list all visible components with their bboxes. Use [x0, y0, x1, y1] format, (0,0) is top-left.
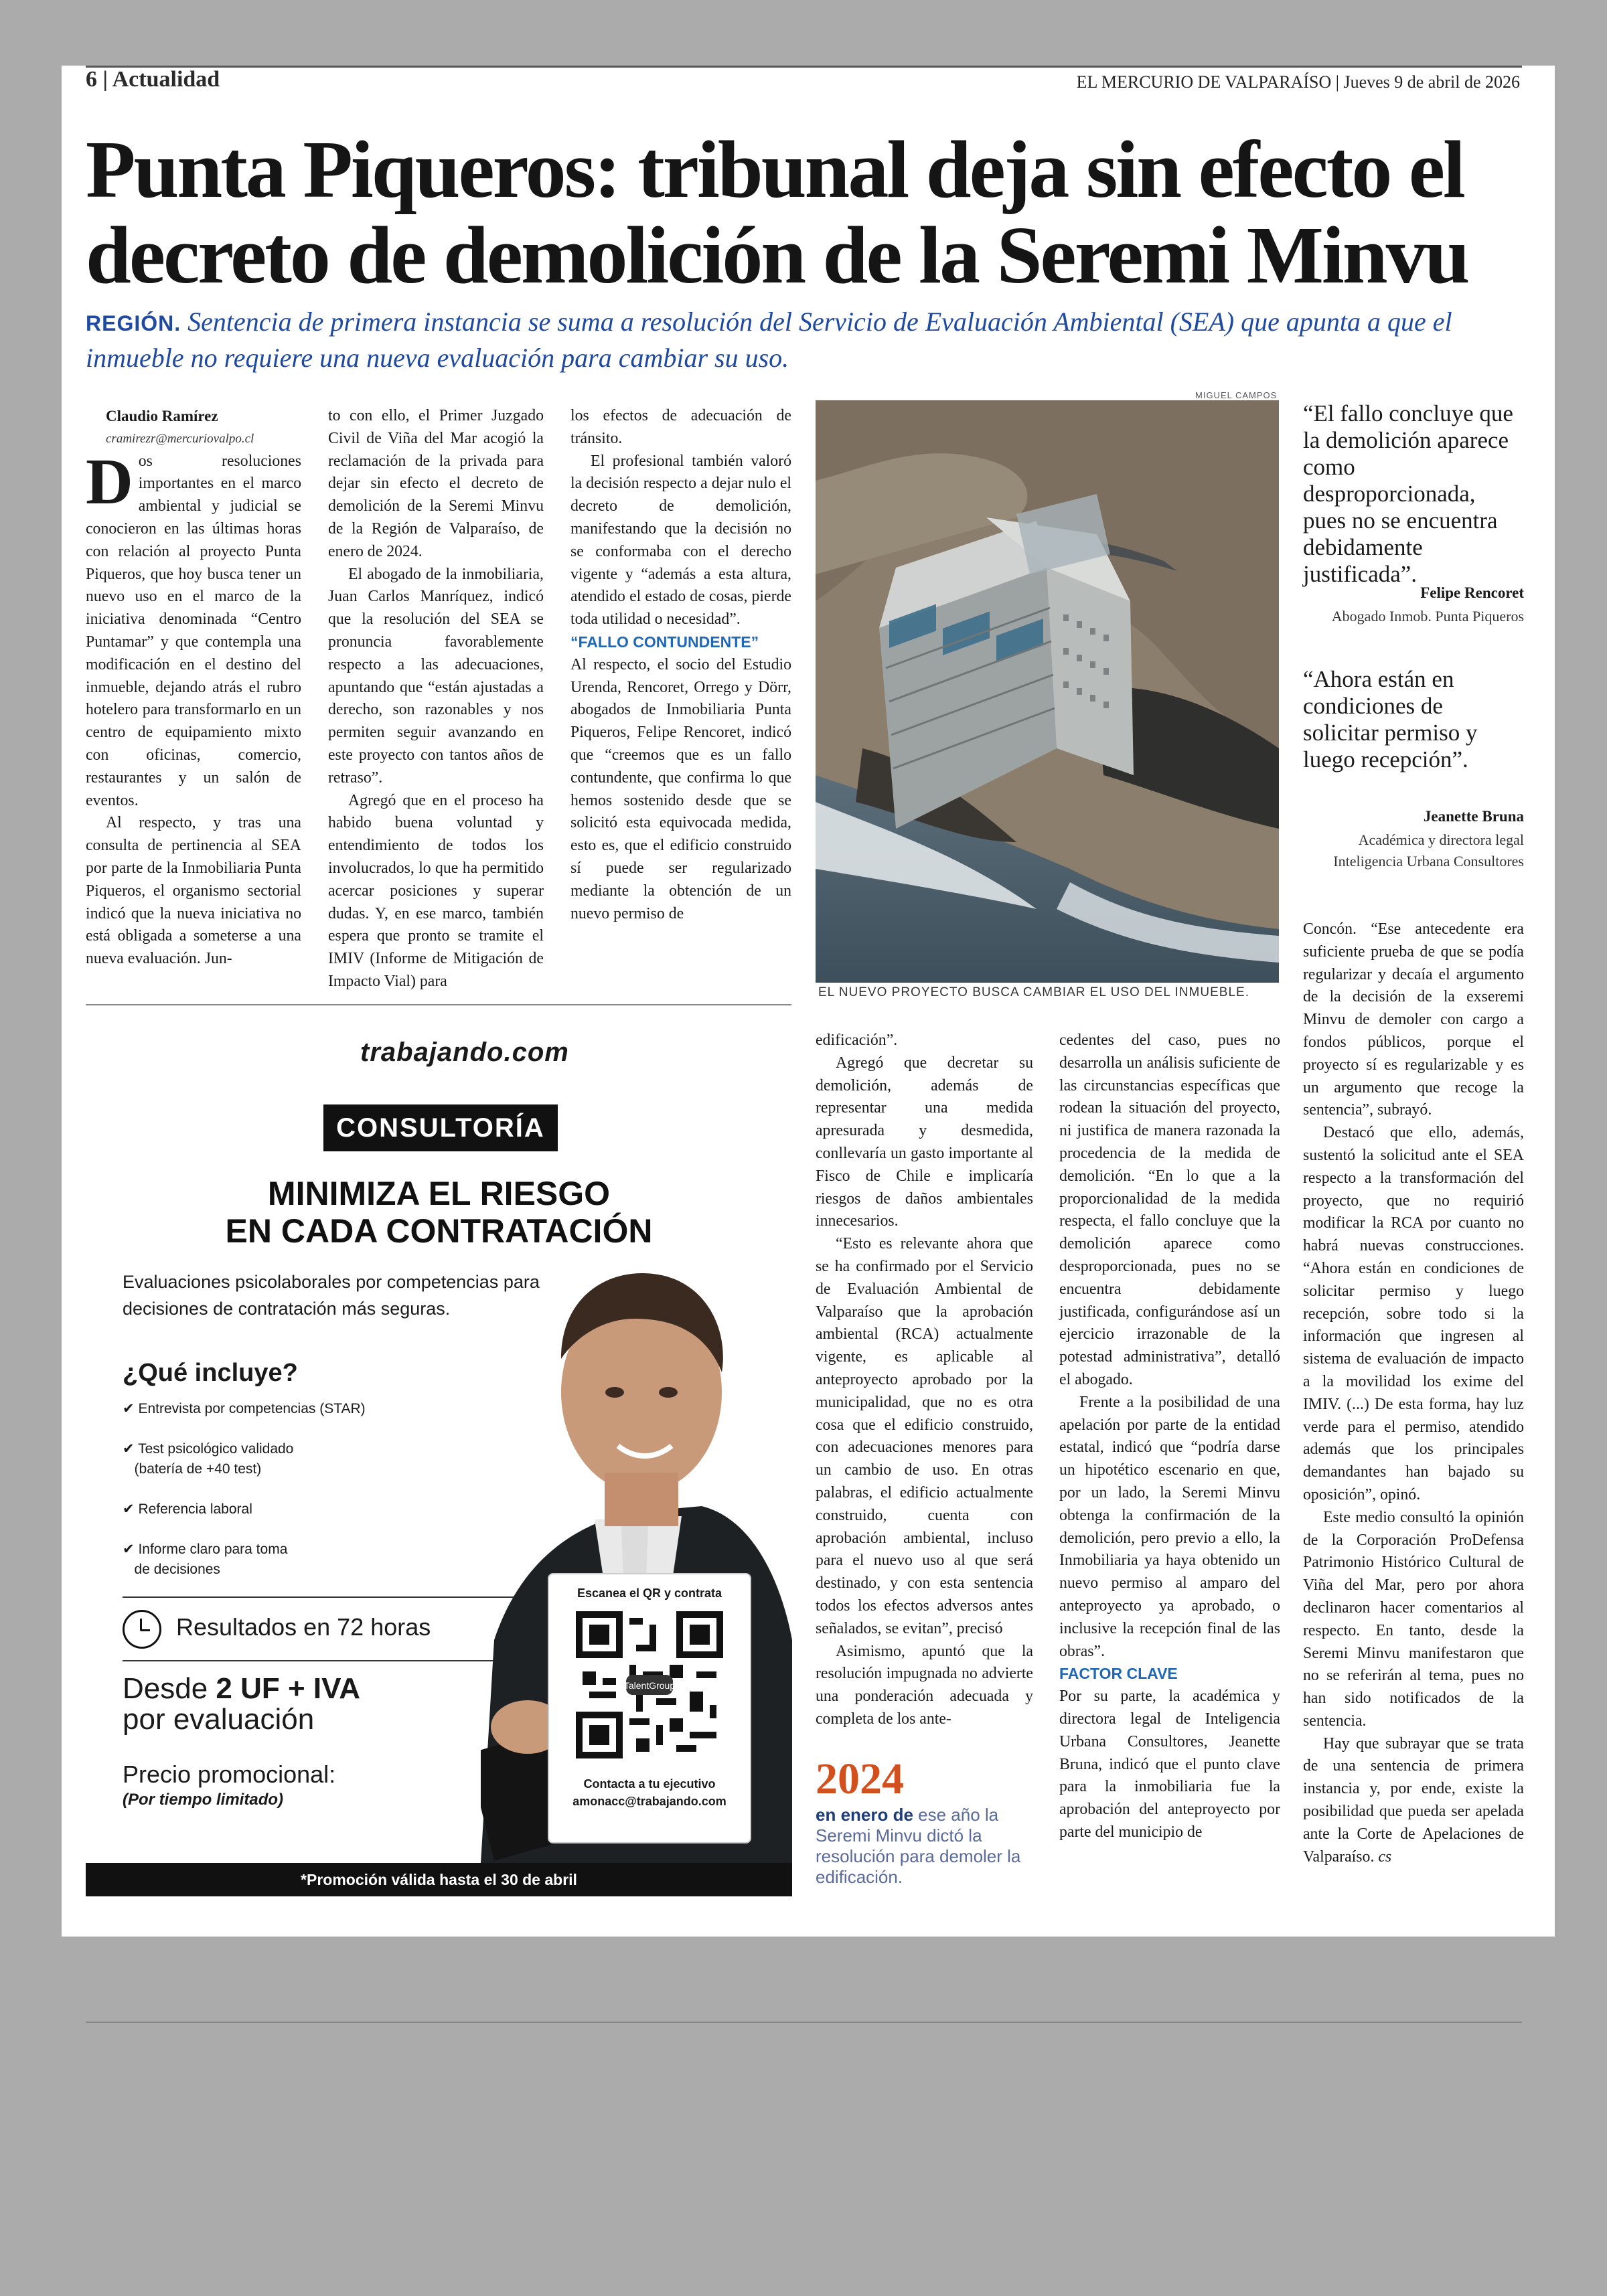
end-mark: cs — [1378, 1848, 1392, 1866]
column-5 — [1059, 1030, 1280, 1844]
author: Claudio Ramírez — [106, 408, 218, 424]
col1-p1: Dos resoluciones importantes en el marco ambiental y judicial se conocieron en las últimas horas con relación al proyecto Punta Piqueros, que hoy busca tener un nuevo uso en el marco de la iniciativa denominada “Centro Puntamar” y que contempla una modificación en el destino del inmueble, dejando atrás el rubro hotelero para transformarlo en un centro de equipamiento mixto con oficinas, comercio, restaurantes y un salón de eventos. — [86, 445, 301, 809]
ad-promo-note: (Por tiempo limitado) — [123, 1791, 283, 1809]
col6-p4: Hay que subrayar que se trata de una sentencia de primera instancia y, por ende, existe la posibilidad que pueda ser apelada ante la Corte de Apelaciones de Valparaíso. cs — [1303, 1734, 1524, 1866]
ad-promo: Precio promocional: — [123, 1760, 336, 1788]
col6-p2: Destacó que ello, además, sustentó la solicitud ante el SEA respecto a la transformación del proyecto, que no requirió modificar la RCA por cuanto no habrá nuevas construcciones. “Ahora están en condiciones de solicitar permiso y luego recepción, sobre todo si la información que ingresen al sistema de evaluación de impacto a la movilidad los exime del IMIV. (...) De esta forma, hay luz verde para el permiso, atendido además que los principales demandantes han bajado su oposición”, opinó. — [1303, 1124, 1524, 1503]
pull-quote-2 — [1303, 666, 1524, 880]
lead-text: Sentencia de primera instancia se suma a resolución del Servicio de Evaluación Ambiental (SEA) que apunta a que el inmueble no requiere una nueva evaluación para cambiar su uso. — [86, 307, 1452, 373]
ad-subtitle: Evaluaciones psicolaborales por competencias para decisiones de contratación más seguras. — [123, 1272, 540, 1319]
quote2-name: Jeanette Bruna — [1423, 808, 1524, 825]
col5-p3: Por su parte, la académica y directora legal de Inteligencia Urbana Consultores, Jeanette Bruna, indicó que el punto clave para la inmobiliaria fue la aprobación del anteproyecto por parte del municipio de — [1059, 1688, 1280, 1841]
col6-p1: Concón. “Ese antecedente era suficiente prueba de que se podía regularizar y decaía el argumento de la decisión de la exseremi Minvu de demoler con cargo a fondos públicos, porque el proyecto sí es regularizable y es un argumento que recoge la sentencia”, subrayó. — [1303, 920, 1524, 1119]
qr-contact: Contacta a tu ejecutivo amonacc@trabajando.com — [572, 1777, 726, 1808]
column-6 — [1303, 918, 1524, 1868]
photo-credit: MIGUEL CAMPOS — [1195, 390, 1278, 400]
col2-p1: to con ello, el Primer Juzgado Civil de Viña del Mar acogió la reclamación de la privada para dejar sin efecto el decreto de demolición de la Seremi Minvu de la Región de Valparaíso, de enero de 2024. — [328, 407, 544, 560]
photo-caption: EL NUEVO PROYECTO BUSCA CAMBIAR EL USO DEL INMUEBLE. — [818, 985, 1249, 999]
dropcap: D — [86, 445, 133, 518]
lead-tag: REGIÓN. — [86, 311, 181, 335]
ad-box-label: CONSULTORÍA — [323, 1104, 558, 1151]
col4-p1: edificación”. — [816, 1032, 898, 1049]
col5-p1: cedentes del caso, pues no desarrolla un análisis suficiente de las circunstancias específicas que rodean la situación del proyecto, ni justifica de manera razonada la procedencia de la medida de demolición. “En lo que a la proporcionalidad de la medida respecta, el fallo concluye que la demolición aparece como desproporcionada, pues no se encuentra debidamente justificada, configurándose así un ejercicio irrazonable de la potestad administrativa”, detalló el abogado. — [1059, 1032, 1280, 1388]
lead — [86, 305, 1525, 376]
bottom-rule — [86, 2022, 1522, 2023]
quote1-role: Abogado Inmob. Punta Piqueros — [1331, 608, 1524, 625]
ad-question: ¿Qué incluye? — [123, 1359, 298, 1387]
col2-p3: Agregó que en el proceso ha habido buena voluntad y entendimiento de todos los involucrados, lo que ha permitido acercar posiciones y superar dudas. Y, en ese marco, también espera que pronto se tramite el IMIV (Informe de Mitigación de Impacto Vial) para — [328, 791, 544, 990]
col3-p2: El profesional también valoró la decisión respecto a dejar nulo el decreto de demolición, manifestando que la decisión no se conformaba con el derecho vigente y “además a esta altura, atendido el estado de cosas, pierde toda utilidad o necesidad”. — [570, 452, 791, 629]
col4-p2: Agregó que decretar su demolición, además de representar una medida apresurada y desmedida, conllevaría un gasto importante al Fisco de Chile e implicaría riesgos de daños ambientales innecesarios. — [816, 1054, 1033, 1230]
col1-p2: Al respecto, y tras una consulta de pertinencia al SEA por parte de la Inmobiliaria Punta Piqueros, el organismo sectorial indicó que la nueva iniciativa no está obligada a someterse a una nueva evaluación. Jun- — [86, 814, 301, 968]
ad-item-1: ✔ Entrevista por competencias (STAR) — [123, 1401, 366, 1416]
ad-brand: trabajando.com — [360, 1038, 569, 1067]
qr-card[interactable] — [548, 1573, 751, 1843]
quote2-text: “Ahora están en condiciones de solicitar permiso y luego recepción”. — [1303, 666, 1478, 772]
ad-item-4: ✔ Informe claro para toma de decisiones — [123, 1542, 288, 1577]
quote1-text: “El fallo concluye que la demolición aparece como desproporcionada, pues no se encuentra debidamente justificada”. — [1303, 400, 1513, 587]
col5-p2: Frente a la posibilidad de una apelación por parte de la entidad estatal, indicó que “podría darse un hipotético escenario en que, por un lado, la Seremi Minvu obtenga la confirmación de la demolición, pero previo a ello, la Inmobiliaria ya haya obtenido un nuevo permiso al amparo del anteproyecto ya aprobado, o inclusive la recepción final de las obras”. — [1059, 1393, 1280, 1660]
quote2-role1: Académica y directora legal — [1358, 831, 1524, 848]
col3-p1: los efectos de adecuación de tránsito. — [570, 407, 791, 447]
quote1-name: Felipe Rencoret — [1420, 584, 1524, 601]
building-photo — [816, 400, 1279, 983]
ad-results: Resultados en 72 horas — [176, 1613, 431, 1641]
ad-footer: *Promoción válida hasta el 30 de abril — [86, 1863, 792, 1896]
author-email: cramirezr@mercuriovalpo.cl — [106, 431, 254, 446]
photo-illustration — [816, 400, 1279, 983]
ad-item-3: ✔ Referencia laboral — [123, 1501, 252, 1517]
col4-p3: “Esto es relevante ahora que se ha confirmado por el Servicio de Evaluación Ambiental de Valparaíso que la aprobación ambiental (RCA) actualmente vigente, es aplicable al anteproyecto aprobado por la municipalidad, que no es otra cosa que el edificio construido, con adecuaciones menores para un cambio de uso. En otras palabras, el edificio actualmente construido, cuenta con aprobación ambiental, incluso para el nuevo uso al que será destinado, y con esta sentencia todos los efectos adversos antes señalados, se evitan”, precisó — [816, 1235, 1033, 1637]
col3-p3: Al respecto, el socio del Estudio Urenda, Rencoret, Orrego y Dörr, abogados de Inmobiliaria Punta Piqueros, Felipe Rencoret, indicó que “creemos que es un fallo contundente, que confirma lo que hemos sostenido desde que se solicitó esta equivocada medida, esto es, que el edificio construido sí puede ser regularizado mediante la obtención de un nuevo permiso de — [570, 655, 791, 922]
ad-item-2: ✔ Test psicológico validado (batería de +40 test) — [123, 1441, 294, 1477]
column-4 — [816, 1030, 1033, 1731]
quote2-role2: Inteligencia Urbana Consultores — [1333, 853, 1524, 870]
qr-logo-text: TalentGroup — [623, 1680, 676, 1691]
column-3 — [570, 405, 791, 925]
pull-quote-1 — [1303, 400, 1524, 641]
publication-date: EL MERCURIO DE VALPARAÍSO | Jueves 9 de abril de 2026 — [1076, 72, 1520, 92]
factbox — [816, 1754, 1037, 1888]
qr-code[interactable] — [576, 1611, 723, 1758]
headline: Punta Piqueros: tribunal deja sin efecto el decreto de demolición de la Seremi Minvu — [86, 125, 1468, 301]
ad-price: Desde 2 UF + IVA por evaluación — [123, 1672, 360, 1736]
column-2 — [328, 405, 544, 993]
column-1 — [86, 405, 301, 971]
clock-icon — [123, 1610, 161, 1649]
page-number: 6 — [86, 67, 97, 92]
col6-p3: Este medio consultó la opinión de la Corporación ProDefensa Patrimonio Histórico Cultural de Viña del Mar, pero por ahora declinaron hacer comentarios al respecto. En tanto, desde la Seremi Minvu manifestaron que no se referirán al tema, pues no han sido notificados de la sentencia. — [1303, 1508, 1524, 1730]
subhead-factor: FACTOR CLAVE — [1059, 1665, 1178, 1683]
section-header: 6 | Actualidad — [86, 67, 220, 92]
col4-p4: Asimismo, apuntó que la resolución impugnada no advierte una ponderación adecuada y completa de los ante- — [816, 1642, 1033, 1728]
ad-headline: MINIMIZA EL RIESGO EN CADA CONTRATACIÓN — [225, 1175, 653, 1250]
header-rule — [86, 66, 1522, 68]
section-name: Actualidad — [112, 67, 220, 92]
qr-title: Escanea el QR y contrata — [577, 1586, 722, 1600]
col2-p2: El abogado de la inmobiliaria, Juan Carlos Manríquez, indicó que la resolución del SEA se pronuncia favorablemente respecto a las adecuaciones, apuntando que “están ajustadas a derecho, son razonables y nos permiten seguir avanzando en este proyecto con tantos años de retraso”. — [328, 565, 544, 787]
factbox-year: 2024 — [816, 1754, 904, 1803]
column-separator-rule — [86, 1004, 791, 1005]
factbox-text: en enero de ese año la Seremi Minvu dictó la resolución para demoler la edificación. — [816, 1805, 1021, 1887]
subhead-fallo: “FALLO CONTUNDENTE” — [570, 633, 759, 651]
advertisement[interactable] — [86, 1038, 792, 1896]
